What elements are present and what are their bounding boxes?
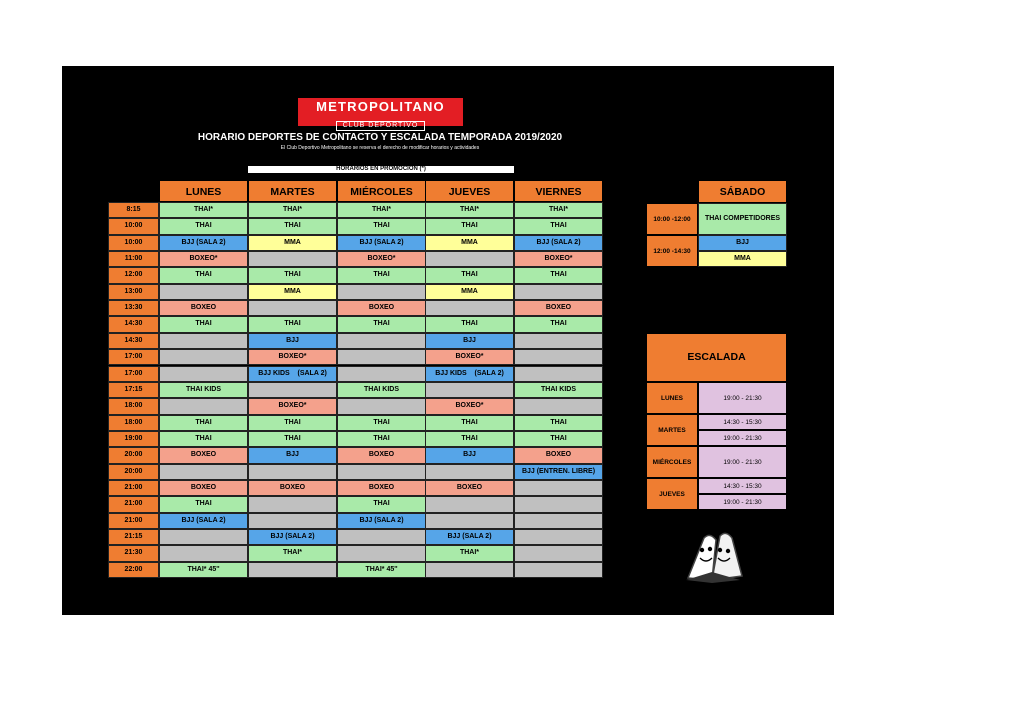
time-cell: 8:15 [108,202,159,218]
class-cell: THAI* [425,202,514,218]
class-cell: BJJ (SALA 2) [248,529,337,545]
class-cell: THAI [425,267,514,283]
time-cell: 14:30 [108,316,159,332]
class-cell: THAI KIDS [159,382,248,398]
class-cell: BOXEO [514,300,603,316]
club-logo [298,98,463,129]
class-cell [425,562,514,578]
class-cell [514,480,603,496]
class-cell: BJJ [425,333,514,349]
escalada-day: MIÉRCOLES [646,446,698,478]
class-cell: THAI [159,431,248,447]
time-cell: 22:00 [108,562,159,578]
class-cell [514,496,603,512]
class-cell: BOXEO [159,447,248,463]
class-cell [514,366,603,382]
class-cell [425,300,514,316]
escalada-time: 19:00 - 21:30 [698,382,787,414]
logo-brand: METROPOLITANO [316,99,445,114]
saturday-time: 12:00 -14:30 [646,235,698,267]
class-cell: BOXEO* [337,251,426,267]
day-header-3: JUEVES [425,180,514,202]
class-cell: THAI* 45'' [337,562,426,578]
class-cell: THAI [337,496,426,512]
class-cell: THAI* [248,545,337,561]
class-cell: THAI [514,415,603,431]
logo-subtitle: CLUB DEPORTIVO [336,121,426,131]
escalada-time: 19:00 - 21:30 [698,446,787,478]
saturday-class: MMA [698,251,787,267]
class-cell: BJJ [248,447,337,463]
class-cell [159,349,248,365]
class-cell: BOXEO [337,480,426,496]
promo-note: HORARIOS EN PROMOCIÓN (*) [248,166,514,173]
class-cell: THAI* [248,202,337,218]
class-cell: BJJ (SALA 2) [337,235,426,251]
class-cell [337,366,426,382]
class-cell: THAI [337,415,426,431]
time-cell: 20:00 [108,447,159,463]
class-cell: THAI [514,316,603,332]
class-cell: BOXEO [248,480,337,496]
saturday-time: 10:00 -12:00 [646,203,698,235]
class-cell: BJJ (SALA 2) [159,513,248,529]
class-cell: BJJ [248,333,337,349]
time-cell: 12:00 [108,267,159,283]
class-cell [159,529,248,545]
class-cell: THAI [248,316,337,332]
class-cell: THAI KIDS [337,382,426,398]
class-cell [337,349,426,365]
class-cell: THAI [337,431,426,447]
class-cell: THAI [248,218,337,234]
class-cell: MMA [248,235,337,251]
class-cell: BOXEO* [425,398,514,414]
time-cell: 14:30 [108,333,159,349]
class-cell: THAI [425,218,514,234]
saturday-header: SÁBADO [698,180,787,203]
class-cell: THAI* [337,202,426,218]
escalada-time: 19:00 - 21:30 [698,494,787,510]
class-cell: BJJ (SALA 2) [159,235,248,251]
class-cell: THAI [248,415,337,431]
time-cell: 21:30 [108,545,159,561]
class-cell: THAI [337,316,426,332]
class-cell: MMA [248,284,337,300]
class-cell: THAI [514,267,603,283]
class-cell [337,333,426,349]
class-cell [514,349,603,365]
saturday-class: BJJ [698,235,787,251]
escalada-day: LUNES [646,382,698,414]
class-cell [248,562,337,578]
time-cell: 13:00 [108,284,159,300]
class-cell: THAI [159,267,248,283]
class-cell: BOXEO* [425,349,514,365]
class-cell: BJJ KIDS (SALA 2) [248,366,337,382]
class-cell: THAI [337,267,426,283]
time-cell: 17:15 [108,382,159,398]
class-cell: BOXEO [337,447,426,463]
escalada-time: 19:00 - 21:30 [698,430,787,446]
class-cell: THAI [159,496,248,512]
class-cell: THAI* 45'' [159,562,248,578]
class-cell [514,529,603,545]
class-cell: THAI [514,431,603,447]
class-cell [337,398,426,414]
class-cell [425,464,514,480]
class-cell [337,529,426,545]
class-cell: THAI [159,218,248,234]
class-cell: THAI [514,218,603,234]
time-cell: 10:00 [108,218,159,234]
page-title: HORARIO DEPORTES DE CONTACTO Y ESCALADA TEMPORADA 2019/2020 [197,132,563,143]
time-cell: 18:00 [108,398,159,414]
page-subtitle: El Club Deportivo Metropolitano se reserva el derecho de modificar horarios y actividades [280,145,480,151]
class-cell [248,496,337,512]
mascot-icon [682,528,746,584]
class-cell [159,366,248,382]
class-cell [337,545,426,561]
escalada-day: MARTES [646,414,698,446]
class-cell [425,496,514,512]
class-cell: BOXEO* [514,251,603,267]
class-cell: THAI* [514,202,603,218]
class-cell: THAI* [159,202,248,218]
day-header-0: LUNES [159,180,248,202]
class-cell [514,284,603,300]
class-cell: BJJ (SALA 2) [425,529,514,545]
saturday-class: THAI COMPETIDORES [698,203,787,235]
class-cell [159,464,248,480]
class-cell [425,513,514,529]
class-cell [425,251,514,267]
time-cell: 21:00 [108,513,159,529]
class-cell: BOXEO* [159,251,248,267]
class-cell: MMA [425,235,514,251]
class-cell [337,284,426,300]
class-cell [159,284,248,300]
class-cell: THAI [159,415,248,431]
time-cell: 18:00 [108,415,159,431]
class-cell [337,464,426,480]
time-cell: 21:00 [108,496,159,512]
day-header-4: VIERNES [514,180,603,202]
class-cell: BJJ [425,447,514,463]
class-cell [514,562,603,578]
class-cell [514,513,603,529]
class-cell: BJJ (SALA 2) [514,235,603,251]
class-cell [159,545,248,561]
class-cell: THAI [425,415,514,431]
time-cell: 17:00 [108,366,159,382]
escalada-time: 14:30 - 15:30 [698,414,787,430]
class-cell [248,464,337,480]
time-cell: 20:00 [108,464,159,480]
class-cell: THAI [248,267,337,283]
class-cell [425,382,514,398]
class-cell: THAI* [425,545,514,561]
class-cell [248,382,337,398]
class-cell: THAI KIDS [514,382,603,398]
class-cell: THAI [425,316,514,332]
time-cell: 21:00 [108,480,159,496]
class-cell [159,398,248,414]
class-cell: BOXEO* [248,398,337,414]
time-cell: 13:30 [108,300,159,316]
class-cell: BOXEO [159,480,248,496]
time-cell: 19:00 [108,431,159,447]
class-cell [514,398,603,414]
class-cell [248,251,337,267]
time-cell: 11:00 [108,251,159,267]
escalada-day: JUEVES [646,478,698,510]
time-cell: 21:15 [108,529,159,545]
class-cell: BOXEO* [248,349,337,365]
day-header-1: MARTES [248,180,337,202]
class-cell: BJJ KIDS (SALA 2) [425,366,514,382]
class-cell [514,545,603,561]
class-cell: BJJ (SALA 2) [337,513,426,529]
class-cell [514,333,603,349]
class-cell: MMA [425,284,514,300]
class-cell: BOXEO [159,300,248,316]
time-cell: 10:00 [108,235,159,251]
class-cell [248,300,337,316]
day-header-2: MIÉRCOLES [337,180,426,202]
class-cell: BJJ (ENTREN. LIBRE) [514,464,603,480]
escalada-header: ESCALADA [646,333,787,382]
class-cell: BOXEO [337,300,426,316]
time-cell: 17:00 [108,349,159,365]
class-cell [159,333,248,349]
class-cell: THAI [337,218,426,234]
escalada-time: 14:30 - 15:30 [698,478,787,494]
class-cell: THAI [159,316,248,332]
class-cell: BOXEO [425,480,514,496]
class-cell [248,513,337,529]
class-cell: THAI [248,431,337,447]
class-cell: THAI [425,431,514,447]
class-cell: BOXEO [514,447,603,463]
time-header-blank [108,180,159,202]
